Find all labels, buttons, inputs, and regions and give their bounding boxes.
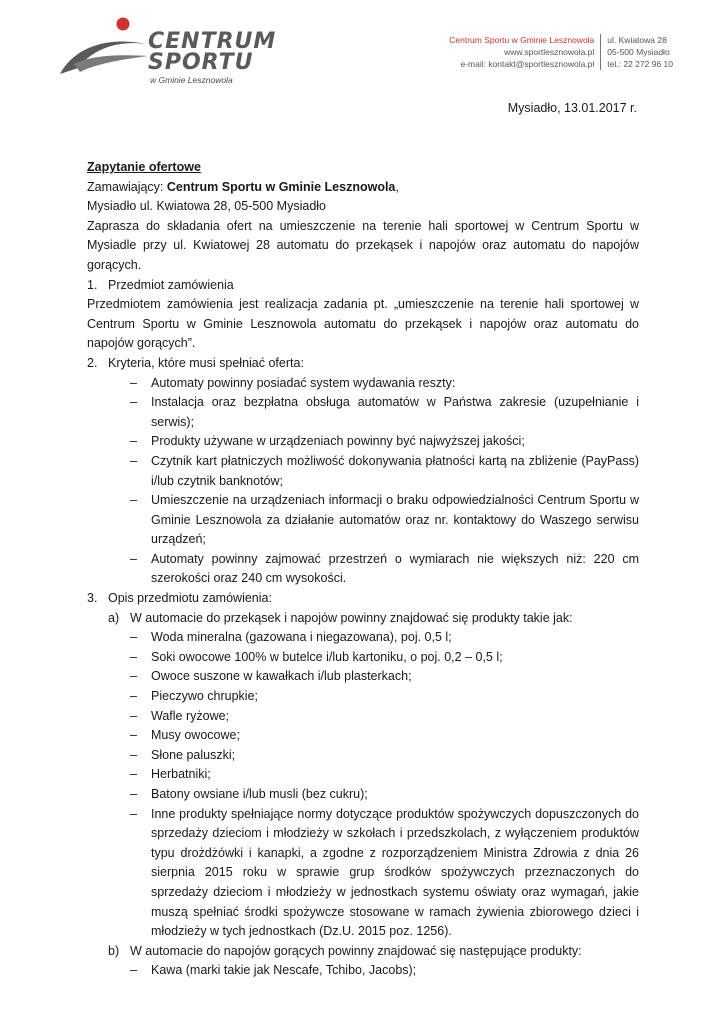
list-item-text: Automaty powinny zajmować przestrzeń o wymiarach nie większych niż: 220 cm szerokości oraz 240 cm wysokości. bbox=[151, 551, 639, 586]
section-title: Opis przedmiotu zamówienia: bbox=[108, 591, 272, 606]
contact-block bbox=[449, 34, 673, 70]
list-item bbox=[87, 687, 639, 707]
section-title: Przedmiot zamówienia bbox=[108, 277, 234, 292]
dash-bullet: – bbox=[130, 493, 137, 508]
criteria-list bbox=[87, 374, 639, 590]
section-2-heading bbox=[87, 354, 639, 374]
dash-bullet: – bbox=[130, 630, 137, 645]
dash-bullet: – bbox=[130, 708, 137, 723]
list-item-text: Czytnik kart płatniczych możliwość dokonywania płatności kartą na zbliżenie (PayPass) i/lub czytnik banknotów; bbox=[151, 453, 639, 488]
section-1-heading bbox=[87, 276, 639, 296]
logo bbox=[56, 14, 306, 84]
logo-wordmark-sportu: SPORTU bbox=[148, 50, 254, 75]
document-body bbox=[87, 158, 639, 981]
list-item-text: Batony owsiane i/lub musli (bez cukru); bbox=[151, 787, 368, 801]
subsection-letter: b) bbox=[108, 943, 120, 958]
list-item-text: Instalacja oraz bezpłatna obsługa automatów w Państwa zakresie (uzupełnianie i serwis); bbox=[151, 395, 639, 429]
address-street: ul. Kwiatowa 28 bbox=[607, 35, 667, 45]
list-item-text: Pieczywo chrupkie; bbox=[151, 689, 258, 704]
dash-bullet: – bbox=[130, 551, 137, 566]
buyer-line bbox=[87, 178, 639, 198]
list-item bbox=[87, 805, 639, 942]
dash-bullet: – bbox=[130, 787, 137, 801]
list-item bbox=[87, 961, 639, 981]
dash-bullet: – bbox=[130, 806, 137, 821]
section-number: 2. bbox=[87, 355, 98, 370]
document-date: Mysiadło, 13.01.2017 r. bbox=[507, 101, 637, 115]
list-item-text: Automaty powinny posiadać system wydawania reszty: bbox=[151, 375, 456, 390]
section-number: 3. bbox=[87, 591, 98, 606]
buyer-name: Centrum Sportu w Gminie Lesznowola bbox=[166, 179, 396, 194]
list-item-text: Inne produkty spełniające normy dotyczące produktów spożywczych dopuszczonych do sprzedaży dzieciom i młodzieży w szkołach i przedszkolach, z wyłączeniem produktów typu drożdżówki i kanapki, a zgodne z rozporządzeniem Ministra Zdrowia z dnia 26 sierpnia 2015 roku w sprawie grup środków spożywczych przeznaczonych do sprzedaży dzieciom i młodzieży w jednostkach systemu oświaty oraz wymagań, jakie muszą spełniać środki spożywcze stosowane w ramach żywienia zbiorowego dzieci i młodzieży w tych jednostkach (Dz.U. 2015 poz. 1256). bbox=[151, 806, 639, 939]
phone: tel.: 22 272 96 10 bbox=[607, 59, 673, 69]
list-item-text: Produkty używane w urządzeniach powinny być najwyższej jakości; bbox=[151, 434, 525, 449]
dash-bullet: – bbox=[130, 689, 137, 704]
document-title: Zapytanie ofertowe bbox=[87, 160, 201, 174]
subsection-letter: a) bbox=[108, 610, 120, 625]
list-item bbox=[87, 746, 639, 766]
list-item bbox=[87, 550, 639, 589]
list-item-text: Musy owocowe; bbox=[151, 728, 240, 743]
section-1-text: Przedmiotem zamówienia jest realizacja zadania pt. „umieszczenie na terenie hali sportowej w Centrum Sportu w Gminie Lesznowola automatu do przekąsek i napojów oraz automatu do napojów gorących”. bbox=[87, 297, 639, 351]
list-item bbox=[87, 374, 639, 394]
dash-bullet: – bbox=[130, 434, 137, 449]
dash-bullet: – bbox=[130, 963, 137, 978]
contact-right-column bbox=[601, 34, 673, 70]
list-item bbox=[87, 726, 639, 746]
dash-bullet: – bbox=[130, 747, 137, 762]
list-item bbox=[87, 667, 639, 687]
buyer-address: Mysiadło ul. Kwiatowa 28, 05-500 Mysiadło bbox=[87, 199, 327, 214]
list-item bbox=[87, 785, 639, 805]
dash-bullet: – bbox=[130, 395, 137, 410]
contact-left-column bbox=[449, 34, 601, 70]
logo-wordmark-centrum: CENTRUM bbox=[148, 29, 277, 54]
list-item bbox=[87, 765, 639, 785]
subsection-a-heading bbox=[87, 609, 639, 629]
list-item bbox=[87, 707, 639, 727]
dash-bullet: – bbox=[130, 669, 137, 684]
address-city: 05-500 Mysiadło bbox=[607, 47, 670, 57]
logo-swoosh-icon bbox=[56, 14, 156, 80]
dash-bullet: – bbox=[130, 728, 137, 743]
list-item bbox=[87, 648, 639, 668]
intro-paragraph: Zaprasza do składania ofert na umieszczenie na terenie hali sportowej w Centrum Sportu w Mysiadle przy ul. Kwiatowej 28 automatu do przekąsek i napojów oraz automatu do napojów gorących. bbox=[87, 218, 639, 272]
snack-products-list bbox=[87, 628, 639, 942]
buyer-comma: , bbox=[395, 179, 399, 194]
list-item-text: Owoce suszone w kawałkach i/lub plasterkach; bbox=[151, 669, 412, 684]
subsection-b-heading bbox=[87, 942, 639, 962]
list-item-text: Wafle ryżowe; bbox=[151, 708, 230, 723]
list-item-text: Kawa (marki takie jak Nescafe, Tchibo, Jacobs); bbox=[151, 963, 417, 978]
subsection-title: W automacie do napojów gorących powinny znajdować się następujące produkty: bbox=[130, 943, 582, 958]
contact-name: Centrum Sportu w Gminie Lesznowola bbox=[449, 35, 595, 45]
section-number: 1. bbox=[87, 277, 98, 292]
letterhead bbox=[0, 0, 725, 90]
list-item-text: Soki owocowe 100% w butelce i/lub kartoniku, o poj. 0,2 – 0,5 l; bbox=[151, 649, 503, 664]
list-item bbox=[87, 628, 639, 648]
contact-email: e-mail: kontakt@sportlesznowola.pl bbox=[460, 59, 595, 69]
list-item bbox=[87, 491, 639, 550]
list-item bbox=[87, 432, 639, 452]
list-item bbox=[87, 393, 639, 432]
section-3-heading bbox=[87, 589, 639, 609]
logo-subtitle: w Gminie Lesznowola bbox=[150, 75, 233, 85]
dash-bullet: – bbox=[130, 649, 137, 664]
list-item-text: Umieszczenie na urządzeniach informacji o braku odpowiedzialności Centrum Sportu w Gminie Lesznowola za działanie automatów oraz nr. kontaktowy do Waszego serwisu urządzeń; bbox=[151, 493, 639, 547]
list-item bbox=[87, 452, 639, 491]
list-item-text: Woda mineralna (gazowana i niegazowana), poj. 0,5 l; bbox=[151, 630, 452, 645]
list-item-text: Słone paluszki; bbox=[151, 747, 236, 762]
list-item-text: Herbatniki; bbox=[151, 767, 211, 782]
hot-drinks-list bbox=[87, 961, 639, 981]
buyer-label: Zamawiający: bbox=[87, 179, 167, 194]
dash-bullet: – bbox=[130, 453, 137, 468]
dash-bullet: – bbox=[130, 767, 137, 782]
contact-web: www.sportlesznowola.pl bbox=[504, 47, 595, 57]
dash-bullet: – bbox=[130, 375, 137, 390]
section-title: Kryteria, które musi spełniać oferta: bbox=[108, 355, 304, 370]
subsection-title: W automacie do przekąsek i napojów powinny znajdować się produkty takie jak: bbox=[130, 610, 573, 625]
